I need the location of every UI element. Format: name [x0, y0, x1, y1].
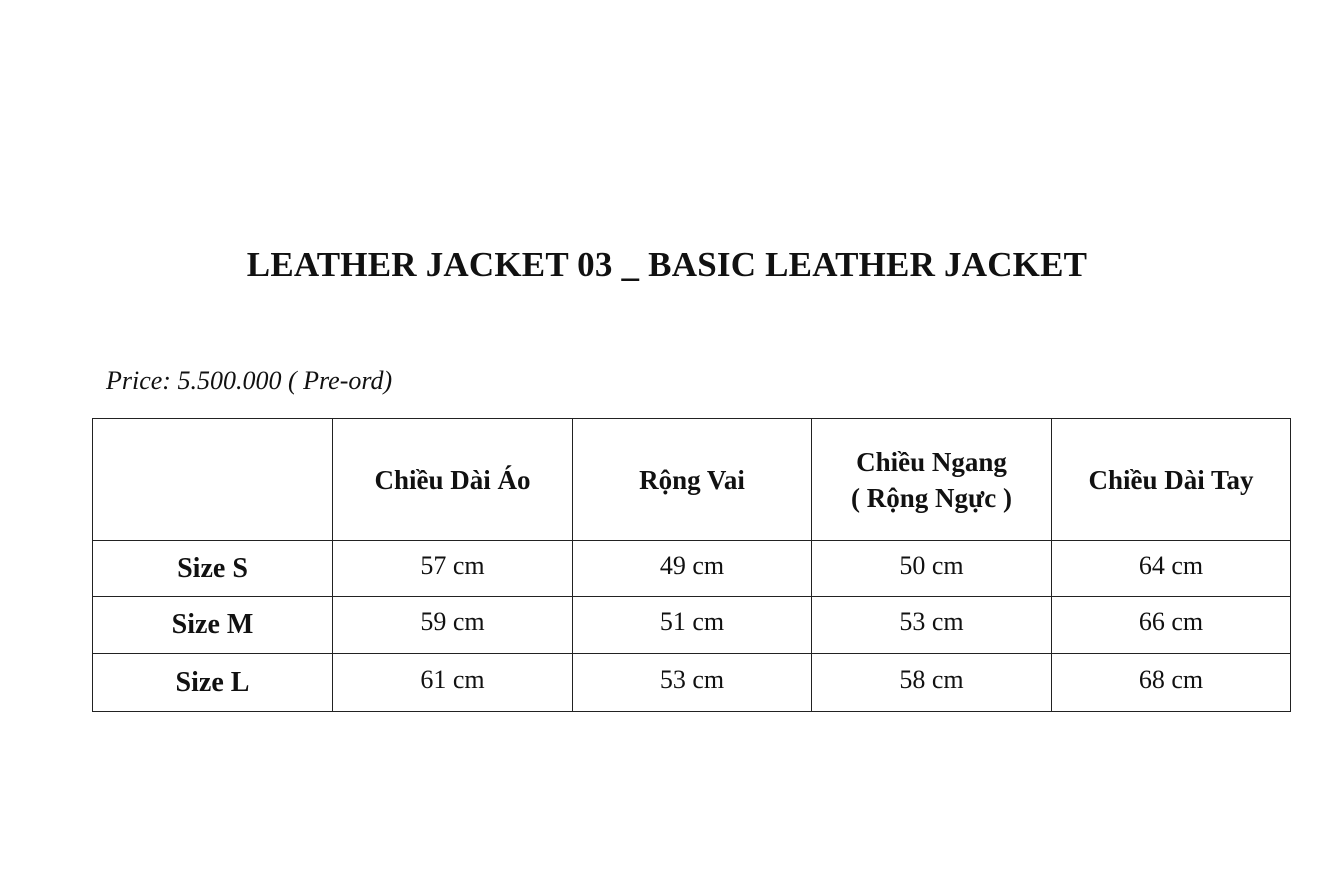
- table-cell: 58 cm: [812, 654, 1052, 712]
- table-header-row: [93, 419, 1291, 541]
- header-line: Rộng Vai: [639, 464, 745, 495]
- table-cell: 64 cm: [1052, 541, 1291, 597]
- table-row: [93, 654, 1291, 712]
- document-title: LEATHER JACKET 03 _ BASIC LEATHER JACKET: [246, 245, 1088, 284]
- table-cell: 53 cm: [573, 654, 812, 712]
- table-cell: 53 cm: [812, 597, 1052, 654]
- size-chart-table: [92, 418, 1291, 712]
- header-shoulder-width: [573, 419, 812, 541]
- table-row: [93, 597, 1291, 654]
- table-cell: 66 cm: [1052, 597, 1291, 654]
- header-empty-cell: [93, 419, 333, 541]
- header-line: Chiều Dài Tay: [1088, 464, 1254, 495]
- size-label: Size L: [93, 654, 333, 712]
- table-cell: 51 cm: [573, 597, 812, 654]
- price-label: Price: 5.500.000 ( Pre-ord): [106, 366, 393, 395]
- header-sleeve-length: [1052, 419, 1291, 541]
- table-cell: 50 cm: [812, 541, 1052, 597]
- header-chest-width: [812, 419, 1052, 541]
- table-cell: 57 cm: [333, 541, 573, 597]
- table-cell: 49 cm: [573, 541, 812, 597]
- size-label: Size S: [93, 541, 333, 597]
- header-line: Chiều Dài Áo: [374, 464, 531, 495]
- table-cell: 61 cm: [333, 654, 573, 712]
- table-cell: 59 cm: [333, 597, 573, 654]
- header-body-length: [333, 419, 573, 541]
- size-label: Size M: [93, 597, 333, 654]
- table-row: [93, 541, 1291, 597]
- table-cell: 68 cm: [1052, 654, 1291, 712]
- header-line: Chiều Ngang: [856, 446, 1007, 477]
- header-line: ( Rộng Ngực ): [851, 482, 1012, 513]
